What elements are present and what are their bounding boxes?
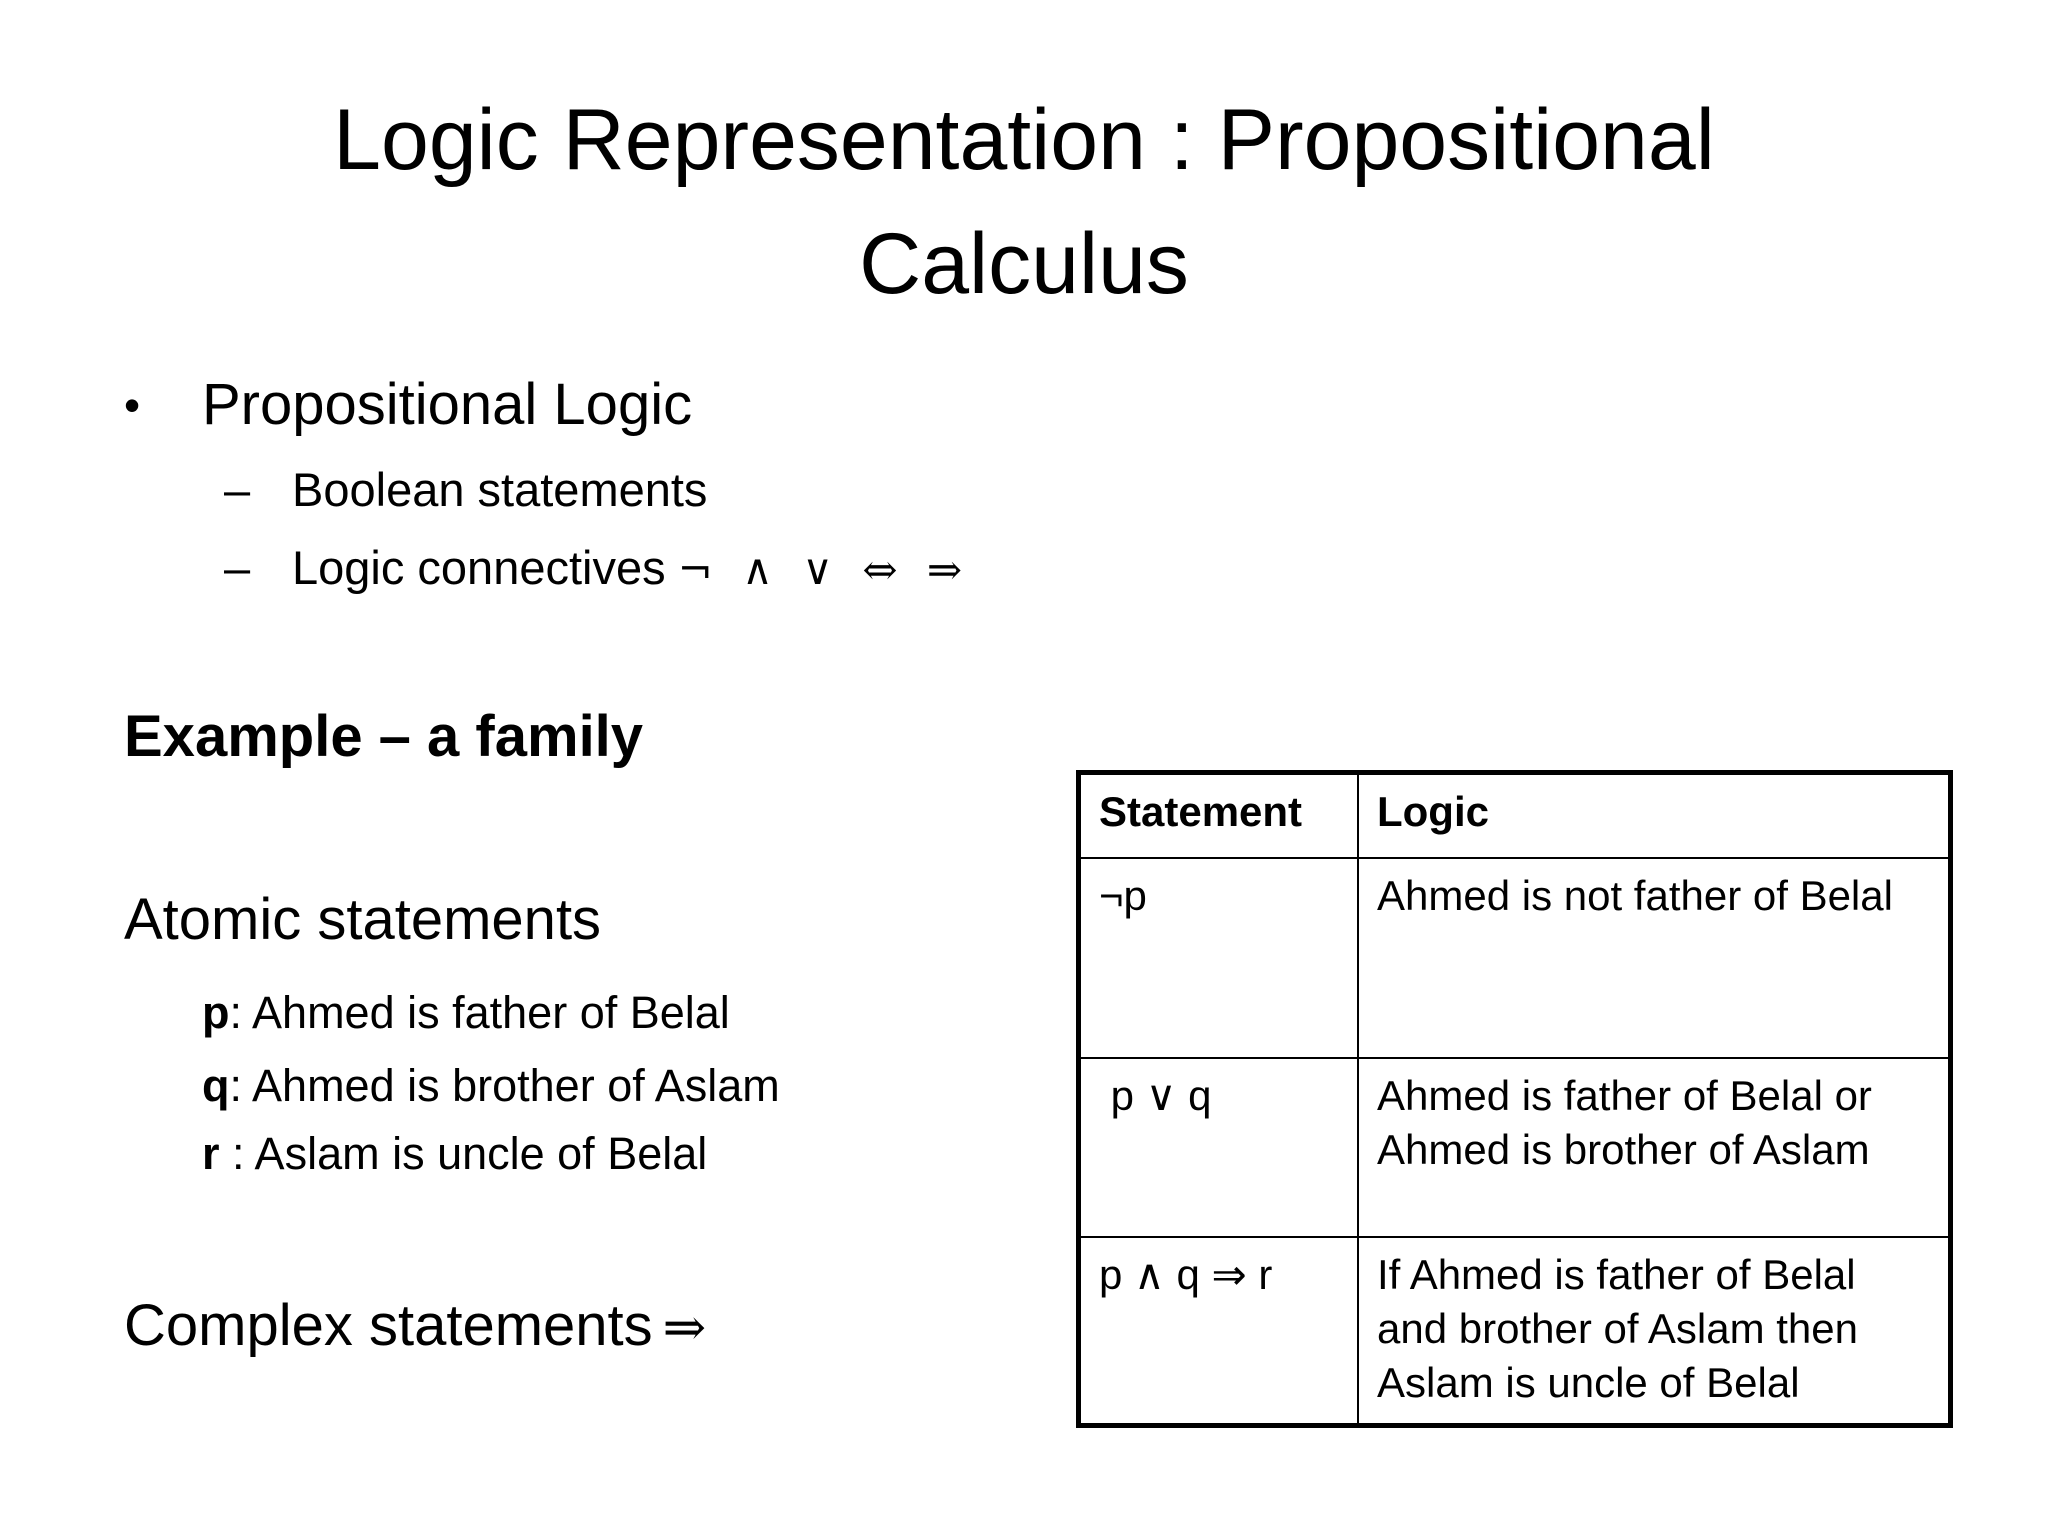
header-logic: Logic [1358,773,1951,859]
statement-cell: ¬p [1079,858,1359,1058]
logic-cell: If Ahmed is father of Belal and brother of Aslam then Aslam is uncle of Belal [1358,1237,1951,1425]
atomic-sep: : [229,987,243,1038]
atomic-text: Ahmed is brother of Aslam [242,1060,780,1111]
statement-cell: p ∧ q ⇒ r [1079,1237,1359,1425]
logic-cell: Ahmed is father of Belal or Ahmed is brother of Aslam [1358,1058,1951,1238]
sub-bullet-dash: – [224,463,251,516]
example-heading: Example – a family [124,704,644,769]
atomic-sep: : [229,1060,243,1111]
bullet-label: Propositional Logic [202,372,693,437]
atomic-statement-p [202,985,730,1041]
atomic-text: Ahmed is father of Belal [242,987,730,1038]
sub-bullet-label: Boolean statements [292,463,708,516]
bullet-dot: • [124,379,141,431]
atomic-var: r [202,1128,220,1179]
statement-logic-table [1076,770,1953,1428]
atomic-sep: : [219,1128,245,1179]
table-row [1079,1237,1951,1425]
header-statement: Statement [1079,773,1359,859]
atomic-var: q [202,1060,230,1111]
logic-cell: Ahmed is not father of Belal [1358,858,1951,1058]
slide-title-line-1: Logic Representation : Propositional [333,92,1715,188]
complex-statements-heading [124,1291,706,1363]
statement-cell: p ∨ q [1079,1058,1359,1238]
sub-bullet-label-group [292,538,970,600]
atomic-statement-r [202,1126,707,1182]
slide-title-line-2: Calculus [859,216,1189,312]
table-row [1079,1058,1951,1238]
sub-bullet-label: Logic connectives [292,541,666,594]
implies-symbol: ⇒ [662,1298,707,1358]
atomic-text: Aslam is uncle of Belal [244,1128,708,1179]
sub-bullet-dash: – [224,541,251,594]
connective-symbols: ¬ ∧ ∨ ⇔ ⇒ [677,545,971,594]
atomic-var: p [202,987,230,1038]
atomic-statements-heading: Atomic statements [124,887,602,952]
complex-label: Complex statements [124,1293,653,1358]
atomic-statement-q [202,1058,780,1114]
table-header-row [1079,773,1951,859]
slide-title [0,78,2048,326]
table-row [1079,858,1951,1058]
